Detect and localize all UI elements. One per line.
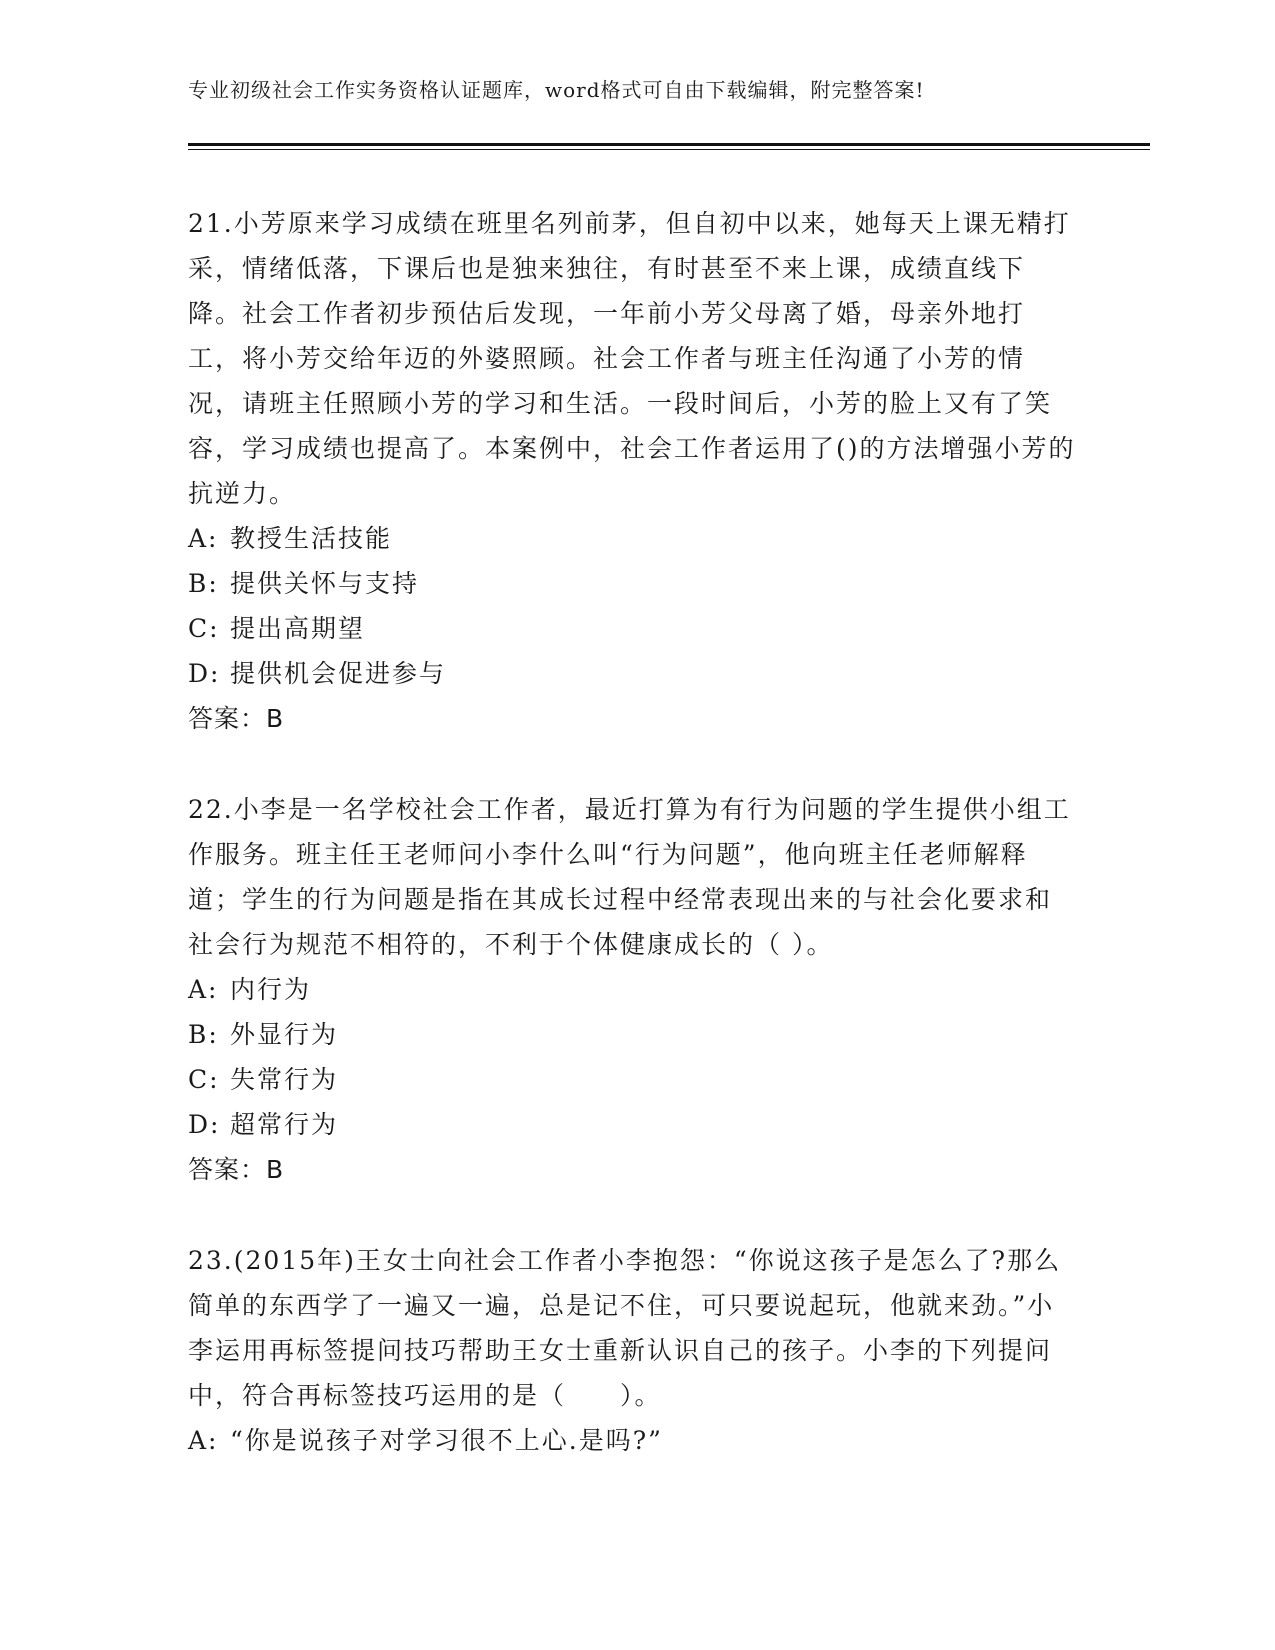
option-letter: A: — [188, 524, 219, 553]
option-letter: A: — [188, 975, 219, 1004]
question-stem: 21.小芳原来学习成绩在班里名列前茅，但自初中以来，她每天上课无精打采，情绪低落，下课后也是独来独往，有时甚至不来上课，成绩直线下降。社会工作者初步预估后发现，一年前小芳父母离了婚，母亲外地打工，将小芳交给年迈的外婆照顾。社会工作者与班主任沟通了小芳的情况，请班主任照顾小芳的学习和生活。一段时间后，小芳的脸上又有了笑容，学习成绩也提高了。本案例中，社会工作者运用了()的方法增强小芳的抗逆力。 — [188, 209, 1076, 508]
option-c — [188, 606, 1078, 651]
option-text: 外显行为 — [230, 1020, 339, 1049]
option-text: 提出高期望 — [230, 614, 366, 643]
page-header: 专业初级社会工作实务资格认证题库，word格式可自由下载编辑，附完整答案! — [188, 78, 925, 102]
option-a — [188, 967, 1078, 1012]
option-text: 内行为 — [230, 975, 312, 1004]
question-stem: 23.(2015年)王女士向社会工作者小李抱怨：“你说这孩子是怎么了?那么简单的东西学了一遍又一遍，总是记不住，可只要说起玩，他就来劲。”小李运用再标签提问技巧帮助王女士重新认识自己的孩子。小李的下列提问中，符合再标签技巧运用的是（ ）。 — [188, 1246, 1062, 1410]
option-b — [188, 1012, 1078, 1057]
header-rule-thick — [188, 143, 1150, 146]
option-d — [188, 651, 1078, 696]
question-stem: 22.小李是一名学校社会工作者，最近打算为有行为问题的学生提供小组工作服务。班主任王老师问小李什么叫“行为问题”，他向班主任老师解释道；学生的行为问题是指在其成长过程中经常表现出来的与社会化要求和社会行为规范不相符的，不利于个体健康成长的（ ）。 — [188, 795, 1071, 959]
answer-label: 答案：B — [188, 1155, 285, 1184]
option-letter: D: — [188, 1110, 221, 1139]
option-d — [188, 1102, 1078, 1147]
option-text: 提供关怀与支持 — [230, 569, 420, 598]
option-letter: B: — [188, 1020, 219, 1049]
option-text: 提供机会促进参与 — [230, 659, 447, 688]
option-letter: B: — [188, 569, 219, 598]
option-letter: D: — [188, 659, 221, 688]
option-a — [188, 516, 1078, 561]
option-letter: A: — [188, 1426, 219, 1455]
header-rule-thin — [188, 149, 1150, 150]
answer-label: 答案：B — [188, 704, 285, 733]
question-list — [188, 201, 1078, 1509]
option-c — [188, 1057, 1078, 1102]
option-text: 教授生活技能 — [230, 524, 393, 553]
option-text: 超常行为 — [230, 1110, 339, 1139]
question-22 — [188, 787, 1078, 1192]
option-text: “你是说孩子对学习很不上心.是吗?” — [230, 1426, 663, 1455]
option-a — [188, 1418, 1078, 1463]
question-23 — [188, 1238, 1078, 1463]
option-letter: C: — [188, 1065, 220, 1094]
option-text: 失常行为 — [230, 1065, 339, 1094]
question-21 — [188, 201, 1078, 741]
option-letter: C: — [188, 614, 220, 643]
option-b — [188, 561, 1078, 606]
